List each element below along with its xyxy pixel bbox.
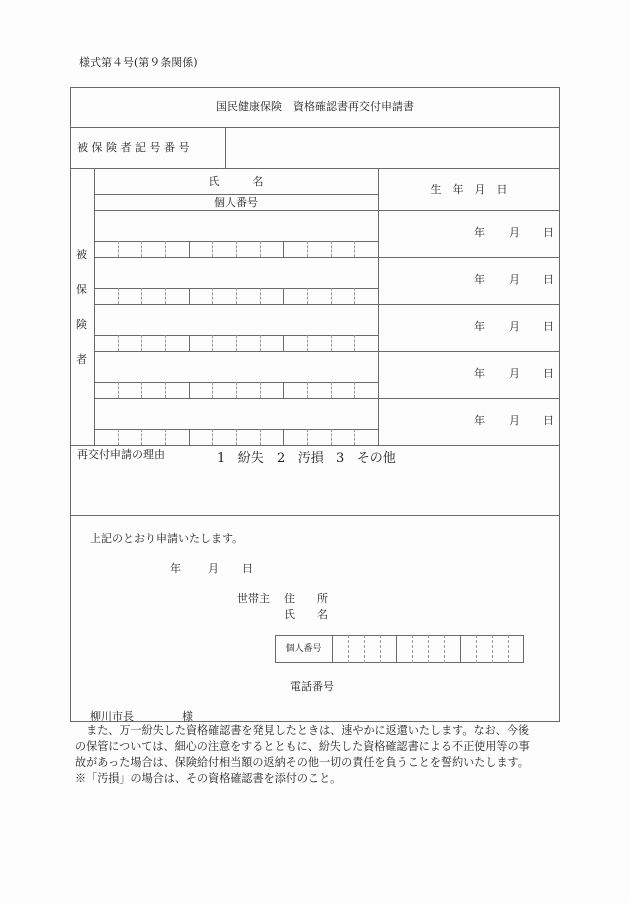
birth-day-input[interactable] (521, 365, 545, 383)
divider (283, 241, 284, 257)
insured-personal-number-digit[interactable] (166, 243, 188, 255)
insured-personal-number-digit[interactable] (355, 431, 377, 443)
householder-personal-number-digit[interactable] (365, 641, 379, 655)
divider (331, 335, 332, 351)
reason-label: 再交付申請の理由 (77, 448, 165, 461)
divider (212, 288, 213, 304)
divider (236, 429, 237, 445)
insured-personal-number-digit[interactable] (190, 337, 212, 349)
divider (94, 210, 560, 211)
insured-personal-number-digit[interactable] (284, 431, 306, 443)
householder-personal-number-digit[interactable] (397, 641, 411, 655)
divider (189, 335, 190, 351)
insured-number-label: 被 保 険 者 記 号 番 号 (77, 141, 190, 154)
birth-day-input[interactable] (521, 412, 545, 430)
insured-personal-number-digit[interactable] (261, 290, 283, 302)
application-date-month: 月 (208, 562, 219, 575)
insured-personal-number-digit[interactable] (332, 337, 354, 349)
birth-month-unit: 月 (509, 320, 520, 333)
divider (236, 335, 237, 351)
insured-personal-number-digit[interactable] (213, 384, 235, 396)
insured-name-input[interactable] (96, 259, 380, 288)
divider (212, 335, 213, 351)
divider (70, 168, 560, 169)
reason-option-label: 汚損 (297, 451, 324, 466)
divider (165, 288, 166, 304)
note: ※「汚損」の場合は、その資格確認書を添付のこと。 (75, 772, 342, 785)
divider (212, 429, 213, 445)
divider (283, 429, 284, 445)
insured-personal-number-digit[interactable] (308, 384, 330, 396)
divider (354, 429, 355, 445)
insured-personal-number-digit[interactable] (261, 384, 283, 396)
insured-personal-number-digit[interactable] (190, 431, 212, 443)
divider (141, 382, 142, 398)
birth-day-unit: 日 (543, 273, 554, 286)
insured-personal-number-digit[interactable] (237, 243, 259, 255)
divider (165, 429, 166, 445)
phone-label: 電話番号 (290, 680, 334, 693)
divider (94, 257, 560, 258)
divider (307, 382, 308, 398)
birth-day-unit: 日 (543, 367, 554, 380)
insured-label-char: 者 (76, 353, 87, 366)
divider (331, 382, 332, 398)
insured-personal-number-digit[interactable] (332, 290, 354, 302)
address-label: 住 所 (284, 592, 328, 605)
insured-personal-number-digit[interactable] (284, 290, 306, 302)
insured-label-char: 被 (76, 248, 87, 261)
insured-personal-number-digit[interactable] (355, 290, 377, 302)
divider (118, 382, 119, 398)
birth-day-unit: 日 (543, 414, 554, 427)
divider (94, 304, 560, 305)
application-date-year: 年 (170, 562, 181, 575)
insured-personal-number-digit[interactable] (355, 243, 377, 255)
birthdate-header: 生 年 月 日 (430, 183, 508, 196)
insured-personal-number-digit[interactable] (142, 337, 164, 349)
reason-option-1[interactable] (217, 447, 264, 466)
householder-personal-number-digit[interactable] (493, 641, 507, 655)
divider (118, 429, 119, 445)
application-statement: 上記のとおり申請いたします。 (90, 532, 244, 545)
birth-month-input[interactable] (487, 224, 511, 242)
birth-year-unit: 年 (474, 367, 485, 380)
divider (260, 288, 261, 304)
insured-personal-number-digit[interactable] (237, 337, 259, 349)
birth-day-input[interactable] (521, 224, 545, 242)
insured-personal-number-digit[interactable] (308, 337, 330, 349)
householder-personal-number-digit[interactable] (477, 641, 491, 655)
insured-personal-number-digit[interactable] (261, 243, 283, 255)
birth-month-unit: 月 (509, 367, 520, 380)
divider (236, 382, 237, 398)
reason-option-number: 3 (336, 451, 345, 466)
divider (260, 335, 261, 351)
insured-personal-number-digit[interactable] (166, 337, 188, 349)
birth-month-unit: 月 (509, 414, 520, 427)
reason-option-2[interactable] (277, 447, 324, 466)
phone-input[interactable] (340, 677, 544, 695)
insured-personal-number-digit[interactable] (237, 384, 259, 396)
insured-personal-number-digit[interactable] (119, 384, 141, 396)
insured-personal-number-digit[interactable] (213, 243, 235, 255)
divider (70, 515, 560, 516)
divider (225, 127, 226, 168)
divider (354, 382, 355, 398)
birth-month-unit: 月 (509, 226, 520, 239)
divider (118, 241, 119, 257)
divider (189, 288, 190, 304)
insured-personal-number-digit[interactable] (95, 337, 117, 349)
reason-option-number: 1 (217, 451, 226, 466)
insured-personal-number-digit[interactable] (166, 431, 188, 443)
insured-personal-number-digit[interactable] (237, 290, 259, 302)
reason-option-3[interactable] (336, 447, 396, 466)
householder-personal-number-digit[interactable] (333, 641, 347, 655)
divider (283, 382, 284, 398)
insured-personal-number-digit[interactable] (355, 337, 377, 349)
divider (165, 382, 166, 398)
birth-year-input[interactable] (384, 318, 474, 336)
insured-personal-number-digit[interactable] (119, 431, 141, 443)
insured-personal-number-digit[interactable] (237, 431, 259, 443)
insured-personal-number-digit[interactable] (308, 290, 330, 302)
insured-personal-number-digit[interactable] (284, 337, 306, 349)
householder-name-input[interactable] (335, 606, 554, 624)
insured-personal-number-digit[interactable] (142, 431, 164, 443)
divider (331, 429, 332, 445)
insured-personal-number-digit[interactable] (119, 290, 141, 302)
insured-personal-number-digit[interactable] (190, 243, 212, 255)
divider (331, 288, 332, 304)
divider (189, 241, 190, 257)
divider (141, 335, 142, 351)
divider (283, 288, 284, 304)
insured-number-input[interactable] (227, 129, 561, 168)
householder-personal-number-digit[interactable] (461, 641, 475, 655)
form-number: 様式第４号(第９条関係) (79, 56, 198, 69)
divider (212, 241, 213, 257)
divider (94, 351, 560, 352)
insured-name-input[interactable] (96, 400, 380, 429)
householder-personal-number-digit[interactable] (413, 641, 427, 655)
personal-number-header: 個人番号 (214, 196, 258, 209)
divider (70, 445, 560, 446)
divider (94, 194, 378, 195)
insured-personal-number-digit[interactable] (284, 243, 306, 255)
addressee-honorific: 様 (182, 710, 193, 723)
insured-personal-number-digit[interactable] (142, 243, 164, 255)
divider (331, 241, 332, 257)
birth-day-unit: 日 (543, 320, 554, 333)
birth-month-input[interactable] (487, 271, 511, 289)
insured-name-input[interactable] (96, 212, 380, 241)
divider (165, 335, 166, 351)
insured-personal-number-digit[interactable] (95, 384, 117, 396)
insured-personal-number-digit[interactable] (213, 290, 235, 302)
divider (354, 241, 355, 257)
insured-label-char: 保 (76, 283, 87, 296)
divider (307, 288, 308, 304)
birth-year-unit: 年 (474, 273, 485, 286)
divider (94, 398, 560, 399)
reason-option-number: 2 (277, 451, 286, 466)
divider (70, 127, 560, 128)
birth-year-input[interactable] (384, 412, 474, 430)
divider (260, 382, 261, 398)
insured-personal-number-digit[interactable] (261, 337, 283, 349)
divider (260, 429, 261, 445)
birth-month-input[interactable] (487, 318, 511, 336)
pledge-line: 故があった場合は、保険給付相当額の返納その他一切の責任を負うことを誓約いたします。 (75, 756, 529, 769)
householder-personal-number-digit[interactable] (349, 641, 363, 655)
divider (354, 288, 355, 304)
householder-name-label: 氏 名 (284, 608, 328, 621)
divider (141, 241, 142, 257)
insured-name-input[interactable] (96, 306, 380, 335)
divider (189, 382, 190, 398)
insured-personal-number-digit[interactable] (213, 337, 235, 349)
reason-option-label: 紛失 (237, 451, 264, 466)
insured-personal-number-digit[interactable] (332, 243, 354, 255)
birth-month-unit: 月 (509, 273, 520, 286)
birth-year-unit: 年 (474, 226, 485, 239)
divider (307, 429, 308, 445)
application-date-day: 日 (242, 562, 253, 575)
insured-personal-number-digit[interactable] (261, 431, 283, 443)
insured-personal-number-digit[interactable] (119, 243, 141, 255)
form-title: 国民健康保険 資格確認書再交付申請書 (216, 100, 414, 113)
divider (118, 288, 119, 304)
divider (354, 335, 355, 351)
birth-year-unit: 年 (474, 414, 485, 427)
insured-personal-number-digit[interactable] (355, 384, 377, 396)
insured-personal-number-digit[interactable] (95, 243, 117, 255)
addressee: 柳川市長 (90, 710, 134, 723)
divider (283, 335, 284, 351)
insured-personal-number-digit[interactable] (142, 384, 164, 396)
insured-personal-number-digit[interactable] (119, 337, 141, 349)
pledge-line: の保管については、細心の注意をするとともに、紛失した資格確認書による不正使用等の事 (75, 740, 530, 753)
insured-personal-number-digit[interactable] (308, 431, 330, 443)
insured-personal-number-digit[interactable] (190, 290, 212, 302)
insured-personal-number-digit[interactable] (332, 384, 354, 396)
insured-name-input[interactable] (96, 353, 380, 382)
divider (165, 241, 166, 257)
pledge-line: また、万一紛失した資格確認書を発見したときは、速やかに返還いたします。なお、今後 (75, 724, 529, 737)
insured-personal-number-digit[interactable] (332, 431, 354, 443)
divider (141, 429, 142, 445)
birth-year-unit: 年 (474, 320, 485, 333)
divider (118, 335, 119, 351)
reason-detail-input[interactable] (74, 466, 560, 516)
householder-personal-number-digit[interactable] (509, 641, 523, 655)
divider (212, 382, 213, 398)
divider (236, 241, 237, 257)
insured-personal-number-digit[interactable] (190, 384, 212, 396)
birth-year-input[interactable] (384, 271, 474, 289)
reason-option-label: その他 (356, 451, 396, 466)
insured-personal-number-digit[interactable] (166, 290, 188, 302)
insured-personal-number-digit[interactable] (95, 431, 117, 443)
householder-personal-number-digit[interactable] (445, 641, 459, 655)
divider (236, 288, 237, 304)
divider (260, 241, 261, 257)
householder-personal-number-label: 個人番号 (285, 644, 322, 654)
birth-month-input[interactable] (487, 412, 511, 430)
insured-personal-number-digit[interactable] (166, 384, 188, 396)
insured-personal-number-digit[interactable] (95, 290, 117, 302)
divider (307, 335, 308, 351)
birth-year-input[interactable] (384, 365, 474, 383)
insured-label-char: 険 (76, 318, 87, 331)
divider (141, 288, 142, 304)
birth-day-input[interactable] (521, 318, 545, 336)
birth-month-input[interactable] (487, 365, 511, 383)
householder-personal-number-digit[interactable] (429, 641, 443, 655)
insured-personal-number-digit[interactable] (213, 431, 235, 443)
divider (189, 429, 190, 445)
insured-personal-number-digit[interactable] (284, 384, 306, 396)
divider (307, 241, 308, 257)
insured-personal-number-digit[interactable] (308, 243, 330, 255)
birth-year-input[interactable] (384, 224, 474, 242)
householder-label: 世帯主 (237, 592, 270, 605)
birth-day-input[interactable] (521, 271, 545, 289)
householder-personal-number-digit[interactable] (381, 641, 395, 655)
birth-day-unit: 日 (543, 226, 554, 239)
name-header: 氏 名 (208, 175, 264, 188)
insured-personal-number-digit[interactable] (142, 290, 164, 302)
